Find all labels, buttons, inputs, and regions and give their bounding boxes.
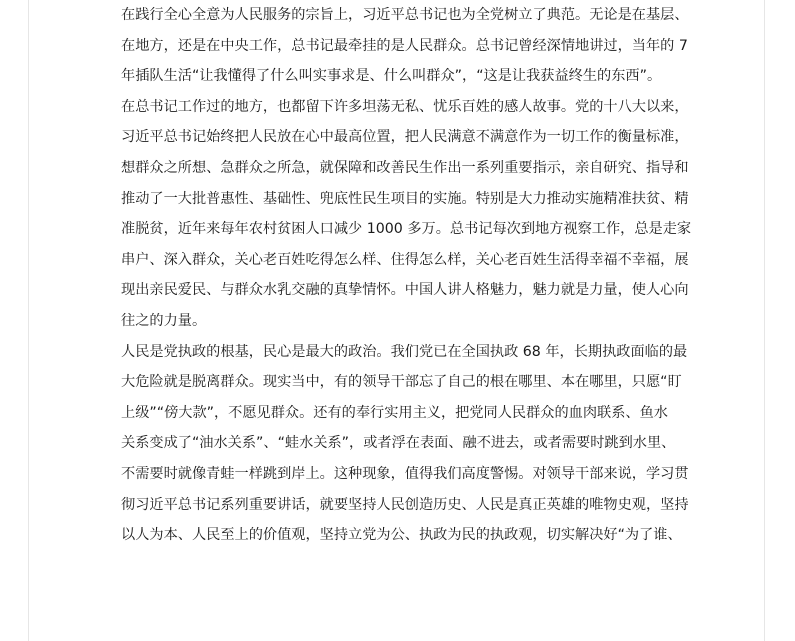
- text-line: 在践行全心全意为人民服务的宗旨上，习近平总书记也为全党树立了典范。无论是在基层、: [121, 7, 689, 23]
- text-line: 现出亲民爱民、与群众水乳交融的真挚情怀。中国人讲人格魅力，魅力就是力量，使人心向: [121, 282, 689, 299]
- article-body: [121, 0, 692, 551]
- left-margin-rule: [28, 0, 29, 641]
- text-line: 彻习近平总书记系列重要讲话，就要坚持人民创造历史、人民是真正英雄的唯物史观，坚持: [121, 496, 689, 513]
- paragraph: [121, 0, 692, 337]
- text-line: 串户、深入群众，关心老百姓吃得怎么样、住得怎么样，关心老百姓生活得幸福不幸福，展: [121, 251, 689, 268]
- text-line: 想群众之所想、急群众之所急，就保障和改善民生作出一系列重要指示，亲自研究、指导和: [121, 159, 689, 176]
- paragraph: [121, 337, 689, 551]
- text-line: 往之的力量。: [121, 312, 207, 329]
- text-line: 人民是党执政的根基，民心是最大的政治。我们党已在全国执政 68 年，长期执政面临的最: [121, 343, 688, 360]
- text-line: 年插队生活“让我懂得了什么叫实事求是、什么叫群众”，“这是让我获益终生的东西”。: [121, 68, 662, 85]
- text-line: 不需要时就像青蛙一样跳到岸上。这种现象，值得我们高度警惕。对领导干部来说，学习贯: [121, 465, 689, 482]
- text-line: 准脱贫，近年来每年农村贫困人口减少 1000 多万。总书记每次到地方视察工作，总是走家: [121, 221, 692, 238]
- text-line: 以人为本、人民至上的价值观，坚持立党为公、执政为民的执政观，切实解决好“为了谁、: [121, 527, 682, 544]
- text-line: 在总书记工作过的地方，也都留下许多坦荡无私、忧乐百姓的感人故事。党的十八大以来，: [121, 98, 689, 115]
- text-line: 在地方，还是在中央工作，总书记最牵挂的是人民群众。总书记曾经深情地讲过，当年的 7: [121, 37, 688, 54]
- text-line: 上级”“傍大款”，不愿见群众。还有的奉行实用主义，把党同人民群众的血肉联系、鱼水: [121, 404, 668, 421]
- text-line: 关系变成了“油水关系”、“蛙水关系”，或者浮在表面、融不进去，或者需要时跳到水里、: [121, 435, 676, 452]
- right-margin-rule: [764, 0, 765, 641]
- text-line: 推动了一大批普惠性、基础性、兜底性民生项目的实施。特别是大力推动实施精准扶贫、精: [121, 190, 689, 207]
- text-line: 习近平总书记始终把人民放在心中最高位置，把人民满意不满意作为一切工作的衡量标准，: [121, 129, 689, 146]
- text-line: 大危险就是脱离群众。现实当中，有的领导干部忘了自己的根在哪里、本在哪里，只愿“盯: [121, 374, 682, 391]
